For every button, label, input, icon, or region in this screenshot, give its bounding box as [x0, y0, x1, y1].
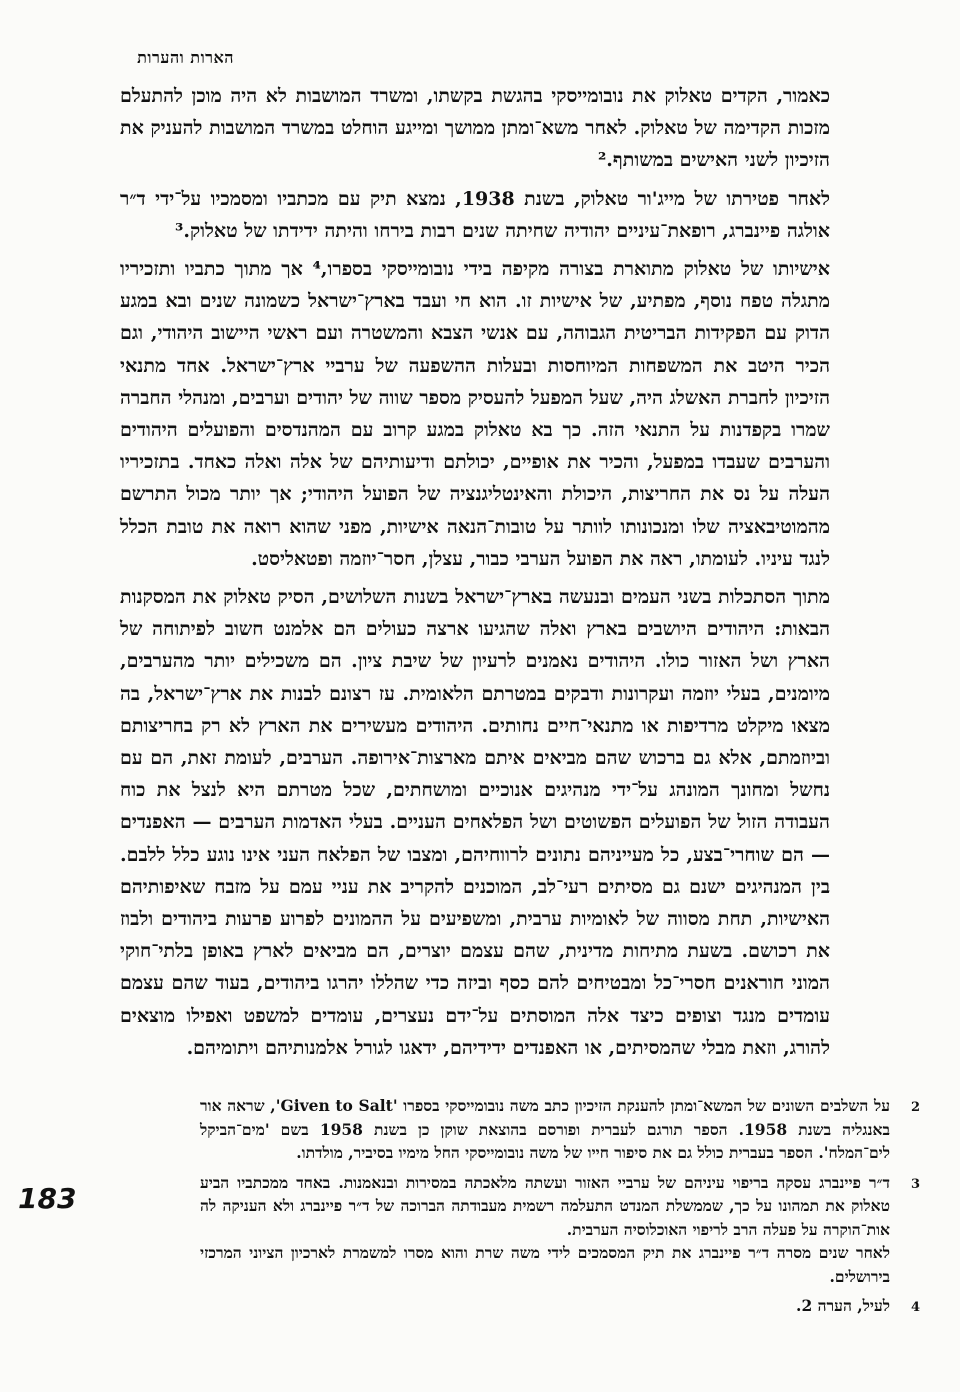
paragraph: כאמור, הקדים טאלוק את נובומייסקי בהגשת בקשתו, ומשרד המושבות לא היה מוכן להתעלם מזכות הקדימה של טאלוק. לאחר משא־ומתן ממושך ומייגע הוחלט במשרד המושבות להעניק את הזיכיון לשני האישים במשותף.²: [120, 85, 830, 172]
paragraph: אישיותו של טאלוק מתוארת בצורה מקיפה בידי נובומייסקי בספרו,⁴ אך מתוך כתביו ותזכיריו מתגלה טפח נוסף, מפתיע, של אישיות זו. הוא חי ועבד בארץ־ישראל כשמונה שנים ובא במגע הדוק עם הפקידות הבריטית הגבוהה, עם אנשי הצבא והמשטרה ועם ראשי היישוב היהודי, וגם הכיר היטב את המשפחות המיוחסות ובעלות ההשפעה של ערביי ארץ־ישראל. אחד מתנאי הזיכיון לחברת האשלג היה, שעל המפעל להעסיק מספר שווה של יהודים וערבים, ומנהלי החברה שמרו בקפדנות על התנאי הזה. כך בא טאלוק במגע קרוב עם המהנדסים והפועלים היהודים והערבים שעבדו במפעל, והכיר את אופיים, יכולתם ודיעותיהם של אלה ואלה כאחד. בתזכיריו העלה על נס את החריצות, היכולת והאינטליגנציה של הפועל היהודי; אך יותר מכול התרשם מהמוטיבאציה שלו ומנכונותו לוותר על טובות־הנאה אישיות, מפני שהוא רואה את טובת הכלל לנגד עיניו. לעומתו, ראה את הפועל הערבי כבור, עצלן, חסר־יוזמה ופטאליסט.: [120, 258, 830, 570]
footnote-line: ד״ר פיינברג עסקה בריפוי עיניהם של ערביי האזור ועשתה מלאכתה במסירות ובנאמנות. באחד ממכתביו הביע טאלוק את תמהונו על כך, שממשלת המנדט התעלמה רשמית מעבודתה הברוכה של ד״ר פיינברג ולא העניקה לה אות־הוקרה על פעלה הרב לריפוי האוכלוסיה הערבית.: [200, 1172, 890, 1239]
footnote-text: [200, 1294, 890, 1320]
running-header: הארות והערות: [137, 48, 234, 67]
footnote-line: לאחר שנים מסרה ד״ר פיינברג את תיק המסמכים לידי משה שרת והוא מסרו למשמרת לארכיון הציוני המרכזי בירושלים.: [200, 1243, 890, 1286]
footnote-line: לעיל, הערה 2.: [796, 1296, 890, 1315]
footnote-text: [200, 1094, 890, 1165]
main-text: [120, 80, 830, 1064]
paragraph: מתוך הסתכלות בשני העמים ובנעשה בארץ־ישראל בשנות השלושים, הסיק טאלוק את המסקנות הבאות: היהודים היושבים בארץ ואלה שהגיעו ארצה כעולים הם אלמנט חשוב לפיתוחה של הארץ ושל האזור כולו. היהודים נאמנים לרעיון של שיבת ציון. הם משכילים יותר מהערבים, מיומנים, בעלי יוזמה ועקרונות ודבקים במטרתם הלאומית. עז רצונם לבנות את ארץ־ישראל, בה מצאו מיקלט מרדיפות או מתנאי־חיים נחותים. היהודים מעשירים את הארץ לא רק בחריצותם וביוזמתם, אלא גם ברכוש שהם מביאים איתם מארצות־אירופה. הערבים, לעומת זאת, הם עם נחשל ומחונך המונהג על־ידי מנהיגים אנוכיים ומושחתים, שכל מטרתם היא לנצל את כוח העבודה הזול של הפועלים הפשוטים ושל הפלאחים העניים. בעלי האדמות הערבים — האפנדים — הם שוחרי־בצע, כל מעייניהם נתונים לרווחיהם, ומצבו של הפלאח העני אינו נוגע כלל ללבם. בין המנהיגים ישנם גם מסיתים רעי־לב, המוכנים להקריב את עניי עמם על מזבח שאיפותיהם האישיות, תחת מסווה של לאומיות ערבית, ומשפיעים על ההמונים לפרוע פרעות ביהודים ולבוז את רכושם. בשעת מתיחות מדינית, שהם עצמם יוצרים, הם מביאים לארץ באופן בלתי־חוקי המוני חוראנים חסרי־כל ומבטיחים להם כסף וביזה כדי שהללו יהרגו ביהודים, בעוד שהם עצמם עומדים מנגד וצופים כיצד אלה המוסתים על־ידם נעצרים, עומדים למשפט ואפילו מוצאים להורג, וזאת מבלי שהמסיתים, או האפנדים ידידיהם, ידאגו לגורל אלמנותיהם ויתומיהם.: [120, 586, 830, 1059]
paragraph: לאחר פטירתו של מייג'ור טאלוק, בשנת 1938, נמצא תיק עם מכתביו ומסמכיו על־ידי ד״ר אולגה פיינברג, רופאת־עיניים יהודיה שחיתה שנים רבות בירחו והיתה ידידתו של טאלוק.³: [120, 187, 831, 242]
footnote-number: 2: [910, 1100, 920, 1115]
footnotes: [120, 1094, 920, 1326]
footnote: [120, 1171, 920, 1289]
footnote: [120, 1094, 920, 1165]
footnote-number: 3: [910, 1176, 920, 1192]
footnote: [120, 1294, 920, 1320]
footnote-text: [200, 1171, 890, 1289]
footnote-line: על השלבים השונים של המשא־ומתן להענקת הזיכיון כתב משה נובומייסקי בספרו 'Given to Salt', שראה אור באנגליה בשנת 1958. הספר תורגם לעברית ופורסם בהוצאת שוקן כן בשנת 1958 בשם 'מים־הביקל לים־המלח'. הספר בעברית כולל גם את סיפור חייו של משה נובומייסקי החל מימיו בסיביר, מולדתו.: [200, 1096, 890, 1162]
page-number: 183: [18, 1182, 77, 1215]
footnote-number: 4: [910, 1300, 920, 1315]
